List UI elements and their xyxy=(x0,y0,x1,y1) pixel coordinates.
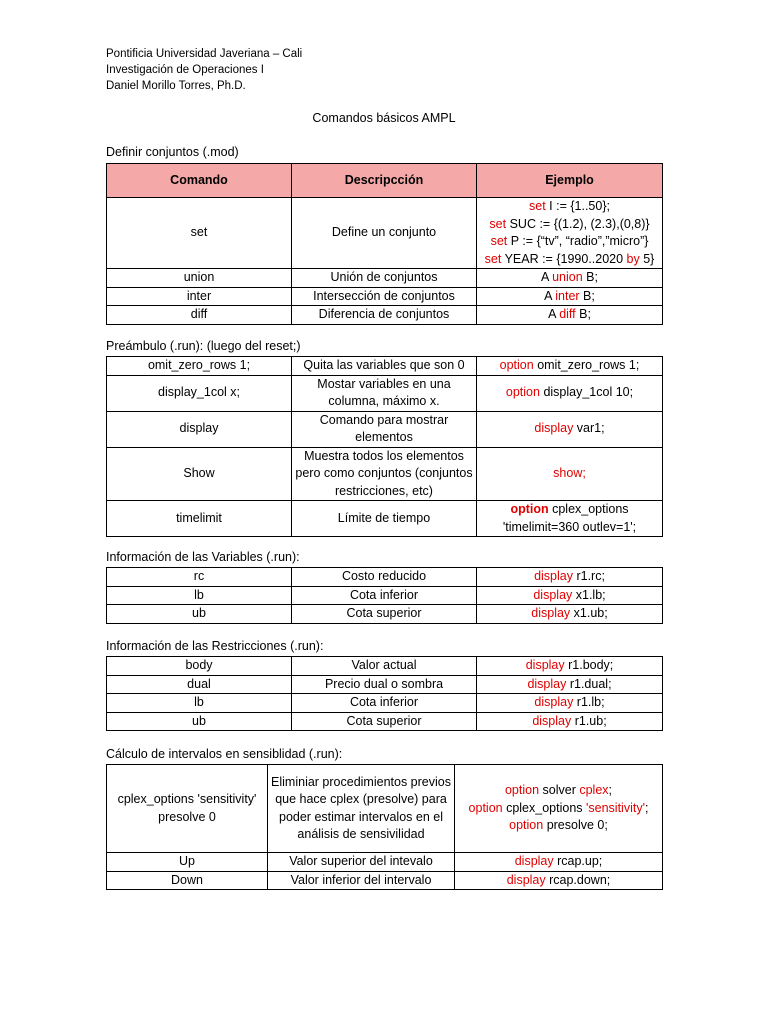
code-token: A xyxy=(540,270,553,284)
keyword-token: display xyxy=(531,606,571,620)
sensitivity-table-body xyxy=(107,765,663,890)
example-line xyxy=(480,384,659,402)
code-token: r1.body; xyxy=(564,658,614,672)
keyword-token: diff xyxy=(559,307,576,321)
section-title-constraints: Información de las Restricciones (.run): xyxy=(106,639,324,653)
example-line xyxy=(458,782,659,800)
command-cell: timelimit xyxy=(107,501,292,537)
description-cell: Unión de conjuntos xyxy=(292,269,477,288)
description-cell: Cota superior xyxy=(292,605,477,624)
constraints-table xyxy=(106,656,663,731)
code-token: SUC := {(1.2), (2.3),(0,8)} xyxy=(506,216,650,231)
sensitivity-table xyxy=(106,764,663,890)
keyword-token: set xyxy=(484,251,502,266)
command-cell: Up xyxy=(107,853,268,872)
table-row xyxy=(107,287,663,306)
example-line xyxy=(480,713,659,731)
code-token: r1.ub; xyxy=(571,713,607,728)
page-title: Comandos básicos AMPL xyxy=(312,111,456,125)
example-cell xyxy=(477,411,663,447)
command-cell: dual xyxy=(107,675,292,694)
section-title-variables: Información de las Variables (.run): xyxy=(106,550,300,564)
description-cell: Precio dual o sombra xyxy=(292,675,477,694)
keyword-token: cplex xyxy=(579,783,609,798)
command-cell: display xyxy=(107,411,292,447)
description-cell: Cota inferior xyxy=(292,586,477,605)
example-cell xyxy=(477,568,663,587)
code-token: B; xyxy=(582,270,598,284)
code-token: solver xyxy=(539,783,580,798)
code-token: ; xyxy=(644,800,649,815)
code-token: rcap.down; xyxy=(545,872,611,887)
example-line xyxy=(480,676,659,694)
code-token: cplex_options xyxy=(502,800,586,815)
description-cell: Muestra todos los elementos pero como conjuntos (conjuntos restricciones, etc) xyxy=(292,447,477,501)
code-token: x1.ub; xyxy=(570,606,608,620)
table-row xyxy=(107,447,663,501)
description-cell: Diferencia de conjuntos xyxy=(292,306,477,325)
keyword-token: display xyxy=(527,676,567,691)
description-cell: Valor inferior del intervalo xyxy=(268,871,455,890)
description-cell: Cota superior xyxy=(292,712,477,731)
table-row xyxy=(107,871,663,890)
description-cell: Cota inferior xyxy=(292,694,477,713)
author-name: Daniel Morillo Torres, Ph.D. xyxy=(106,80,246,92)
example-line xyxy=(480,306,659,324)
code-token: presolve 0; xyxy=(543,818,608,833)
keyword-token: option xyxy=(504,783,540,798)
keyword-token: option xyxy=(468,800,503,815)
table-row xyxy=(107,198,663,269)
table-row xyxy=(107,411,663,447)
example-cell xyxy=(477,306,663,325)
code-token: var1; xyxy=(573,421,605,436)
section-title-sensitivity: Cálculo de intervalos en sensiblidad (.run): xyxy=(106,747,343,761)
table-row xyxy=(107,269,663,288)
command-cell: omit_zero_rows 1; xyxy=(107,357,292,376)
example-cell xyxy=(477,357,663,376)
example-line xyxy=(480,357,659,375)
table-row xyxy=(107,568,663,587)
example-line xyxy=(458,872,659,890)
keyword-token: 'sensitivity' xyxy=(586,800,645,815)
description-cell: Mostar variables en una columna, máximo x. xyxy=(292,375,477,411)
sets-table xyxy=(106,163,663,325)
description-cell: Límite de tiempo xyxy=(292,501,477,537)
table-row xyxy=(107,657,663,676)
code-token: cplex_options xyxy=(548,502,629,516)
university-name: Pontificia Universidad Javeriana – Cali xyxy=(106,48,303,60)
example-cell xyxy=(477,712,663,731)
example-cell xyxy=(455,765,663,853)
example-cell xyxy=(477,447,663,501)
preamble-table xyxy=(106,356,663,537)
example-cell xyxy=(477,657,663,676)
keyword-token: display xyxy=(506,872,546,887)
code-token: 'timelimit=360 outlev=1'; xyxy=(502,519,637,534)
description-cell: Valor actual xyxy=(292,657,477,676)
code-token: B; xyxy=(575,307,591,321)
example-cell xyxy=(477,198,663,269)
example-line xyxy=(458,800,659,818)
code-token: r1.lb; xyxy=(573,695,605,709)
example-line xyxy=(480,233,659,251)
example-line xyxy=(480,216,659,234)
table-row xyxy=(107,357,663,376)
example-line xyxy=(458,853,659,871)
example-cell xyxy=(477,375,663,411)
keyword-token: union xyxy=(552,270,583,284)
command-cell: diff xyxy=(107,306,292,325)
keyword-token: set xyxy=(529,199,546,213)
command-cell: Show xyxy=(107,447,292,501)
table-row xyxy=(107,694,663,713)
constraints-table-body xyxy=(107,657,663,731)
table-row xyxy=(107,375,663,411)
example-line xyxy=(480,694,659,712)
keyword-token: display xyxy=(534,695,574,709)
code-token: omit_zero_rows 1; xyxy=(533,358,640,372)
example-cell xyxy=(455,853,663,872)
command-cell: body xyxy=(107,657,292,676)
keyword-token: display xyxy=(534,569,573,583)
table-row xyxy=(107,501,663,537)
keyword-token: display xyxy=(533,587,573,602)
example-line xyxy=(480,587,659,605)
keyword-token: display xyxy=(525,658,565,672)
example-line xyxy=(480,657,659,675)
description-cell: Eliminiar procedimientos previos que hace cplex (presolve) para poder estimar intervalos en el análisis de sensivilidad xyxy=(268,765,455,853)
description-cell: Define un conjunto xyxy=(292,198,477,269)
example-cell xyxy=(477,694,663,713)
description-cell: Comando para mostrar elementos xyxy=(292,411,477,447)
example-cell xyxy=(477,269,663,288)
code-token: x1.lb; xyxy=(572,587,606,602)
keyword-token: option xyxy=(509,818,544,833)
example-cell xyxy=(455,871,663,890)
code-token: r1.dual; xyxy=(566,676,612,691)
code-token: P := {“tv”, “radio”,”micro”} xyxy=(507,234,649,248)
table-row xyxy=(107,853,663,872)
description-cell: Costo reducido xyxy=(292,568,477,587)
keyword-token: option xyxy=(510,502,549,516)
command-cell: union xyxy=(107,269,292,288)
example-cell xyxy=(477,287,663,306)
code-token: A xyxy=(544,288,556,303)
example-line xyxy=(480,605,659,623)
keyword-token: by xyxy=(626,251,640,266)
column-header-command: Comando xyxy=(107,164,292,198)
command-cell: ub xyxy=(107,605,292,624)
command-cell: Down xyxy=(107,871,268,890)
table-row xyxy=(107,712,663,731)
example-line xyxy=(480,465,659,483)
code-token: 5} xyxy=(639,251,655,266)
code-token: rcap.up; xyxy=(553,854,603,868)
command-cell: rc xyxy=(107,568,292,587)
example-cell xyxy=(477,605,663,624)
example-line xyxy=(480,420,659,438)
table-row xyxy=(107,675,663,694)
sets-table-body xyxy=(107,198,663,325)
code-token: r1.rc; xyxy=(572,569,605,583)
table-row xyxy=(107,605,663,624)
column-header-description: Descripcción xyxy=(292,164,477,198)
keyword-token: option xyxy=(499,358,534,372)
example-line xyxy=(480,501,659,519)
description-cell: Valor superior del intevalo xyxy=(268,853,455,872)
code-token: I := {1..50}; xyxy=(545,199,610,213)
preamble-table-body xyxy=(107,357,663,537)
example-line xyxy=(480,288,659,306)
keyword-token: set xyxy=(489,216,507,231)
document-header xyxy=(106,46,302,94)
command-cell: display_1col x; xyxy=(107,375,292,411)
command-cell: set xyxy=(107,198,292,269)
course-name: Investigación de Operaciones I xyxy=(106,64,264,76)
keyword-token: show; xyxy=(553,466,586,480)
command-cell: ub xyxy=(107,712,292,731)
command-cell: cplex_options 'sensitivity' presolve 0 xyxy=(107,765,268,853)
code-token: YEAR := {1990..2020 xyxy=(501,251,627,266)
command-cell: lb xyxy=(107,694,292,713)
example-line xyxy=(480,519,659,537)
example-line xyxy=(480,198,659,216)
example-line xyxy=(480,269,659,287)
description-cell: Intersección de conjuntos xyxy=(292,287,477,306)
example-line xyxy=(458,817,659,835)
keyword-token: display xyxy=(534,421,574,436)
keyword-token: inter xyxy=(555,288,580,303)
code-token: A xyxy=(548,307,560,321)
example-cell xyxy=(477,501,663,537)
keyword-token: option xyxy=(505,385,540,400)
column-header-example: Ejemplo xyxy=(477,164,663,198)
example-line xyxy=(480,568,659,586)
keyword-token: display xyxy=(532,713,572,728)
variables-table xyxy=(106,567,663,624)
keyword-token: display xyxy=(514,854,554,868)
sets-table-header xyxy=(107,164,663,198)
example-cell xyxy=(477,586,663,605)
code-token: display_1col 10; xyxy=(539,385,634,400)
description-cell: Quita las variables que son 0 xyxy=(292,357,477,376)
example-cell xyxy=(477,675,663,694)
command-cell: lb xyxy=(107,586,292,605)
table-row xyxy=(107,586,663,605)
example-line xyxy=(480,251,659,269)
keyword-token: set xyxy=(490,234,508,248)
code-token: ; xyxy=(608,783,613,798)
command-cell: inter xyxy=(107,287,292,306)
section-title-sets: Definir conjuntos (.mod) xyxy=(106,145,239,159)
section-title-preamble: Preámbulo (.run): (luego del reset;) xyxy=(106,339,301,353)
table-row xyxy=(107,765,663,853)
variables-table-body xyxy=(107,568,663,624)
table-row xyxy=(107,306,663,325)
code-token: B; xyxy=(579,288,595,303)
